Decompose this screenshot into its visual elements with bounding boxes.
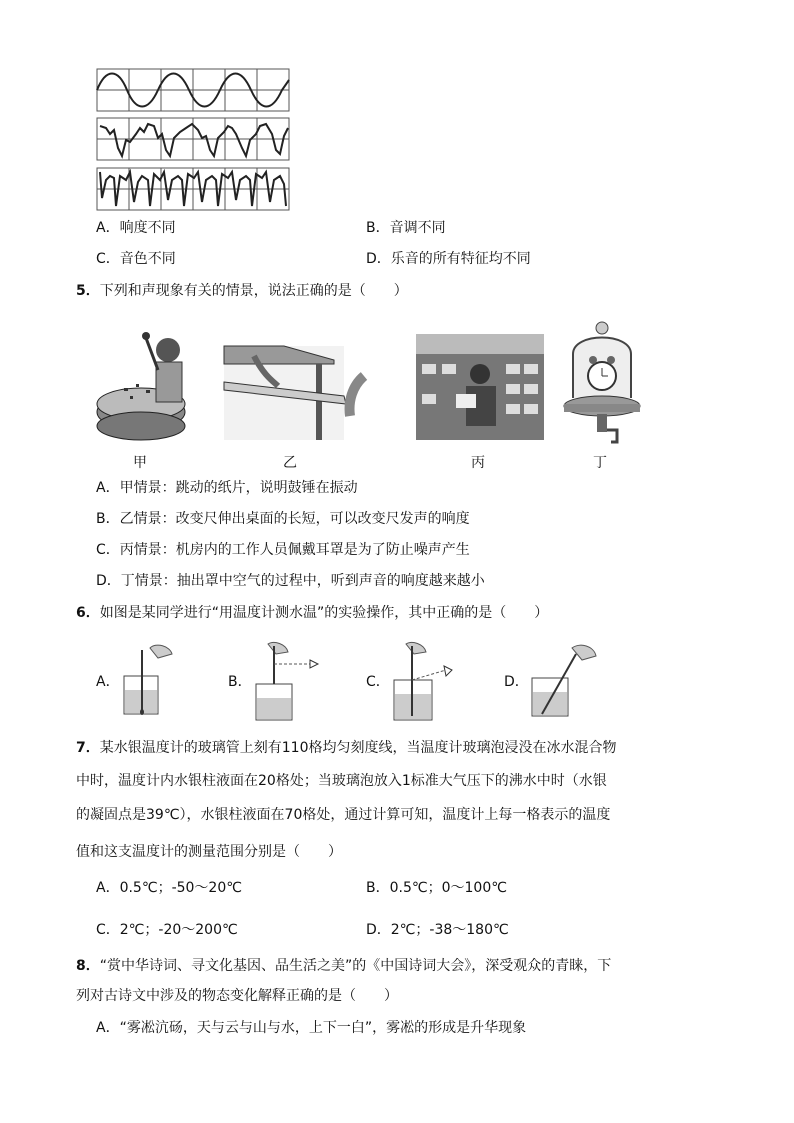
q5-stem-line — [76, 281, 408, 301]
figure-label-bing: 丙 — [471, 455, 485, 471]
q7-line-3: 的凝固点是39℃），水银柱液面在70格处，通过计算可知，温度计上每一格表示的温度 — [76, 807, 611, 823]
q8-line-2: 列对古诗文中涉及的物态变化解释正确的是（ ） — [76, 988, 398, 1004]
q5-option-a: A．甲情景：跳动的纸片，说明鼓锤在振动 — [96, 480, 358, 496]
q8-option-a: A．“雾凇沆砀，天与云与山与水，上下一白”，雾凇的形成是升华现象 — [96, 1020, 527, 1036]
figure-label-jia: 甲 — [133, 455, 147, 471]
q7-option-b: B．0.5℃；0～100℃ — [366, 880, 507, 896]
q7-option-a: A．0.5℃；-50～20℃ — [96, 880, 242, 896]
q7-text-1: 某水银温度计的玻璃管上刻有110格均匀刻度线，当温度计玻璃泡浸没在冰水混合物 — [99, 740, 617, 756]
ruler-table-illustration — [224, 346, 354, 440]
question-number: 5． — [76, 283, 100, 299]
thermometer-beaker-b — [252, 640, 332, 724]
q4-option-b: B．音调不同 — [366, 220, 446, 236]
bell-jar-alarm-illustration — [561, 318, 643, 450]
thermometer-beaker-a — [120, 642, 180, 716]
drum-illustration — [96, 330, 196, 442]
q5-option-c: C．丙情景：机房内的工作人员佩戴耳罩是为了防止噪声产生 — [96, 542, 470, 558]
question-number: 6． — [76, 605, 100, 621]
thermometer-beaker-c — [390, 640, 470, 724]
q4-option-a: A．响度不同 — [96, 220, 176, 236]
q7-line-1 — [76, 738, 616, 758]
q6-label-d: D． — [504, 674, 529, 690]
q8-text-1: “赏中华诗词、寻文化基因、品生活之美”的《中国诗词大会》，深受观众的青睐，下 — [99, 958, 612, 974]
q8-line-1 — [76, 956, 611, 976]
question-stem: 如图是某同学进行“用温度计测水温”的实验操作，其中正确的是（ ） — [99, 605, 549, 621]
q5-option-b: B．乙情景：改变尺伸出桌面的长短，可以改变尺发声的响度 — [96, 511, 470, 527]
waveform-figure — [96, 68, 292, 212]
q6-label-b: B． — [228, 674, 252, 690]
q4-option-c: C．音色不同 — [96, 251, 176, 267]
complex-wave-1 — [100, 124, 288, 156]
figure-label-ding: 丁 — [593, 455, 607, 471]
question-stem: 下列和声现象有关的情景，说法正确的是（ ） — [99, 283, 408, 299]
workshop-photo — [416, 334, 544, 440]
q6-stem-line — [76, 603, 548, 623]
q6-label-a: A． — [96, 674, 120, 690]
q4-option-d: D．乐音的所有特征均不同 — [366, 251, 531, 267]
q5-option-d: D．丁情景：抽出罩中空气的过程中，听到声音的响度越来越小 — [96, 573, 485, 589]
figure-label-yi: 乙 — [283, 455, 297, 471]
q7-option-d: D．2℃；-38～180℃ — [366, 922, 509, 938]
q7-option-c: C．2℃；-20～200℃ — [96, 922, 238, 938]
q7-line-4: 值和这支温度计的测量范围分别是（ ） — [76, 844, 342, 860]
question-number: 7． — [76, 740, 100, 756]
q7-line-2: 中时，温度计内水银柱液面在20格处；当玻璃泡放入1标准大气压下的沸水中时（水银 — [76, 773, 607, 789]
thermometer-beaker-d — [528, 642, 600, 720]
question-number: 8． — [76, 958, 100, 974]
q6-label-c: C． — [366, 674, 390, 690]
